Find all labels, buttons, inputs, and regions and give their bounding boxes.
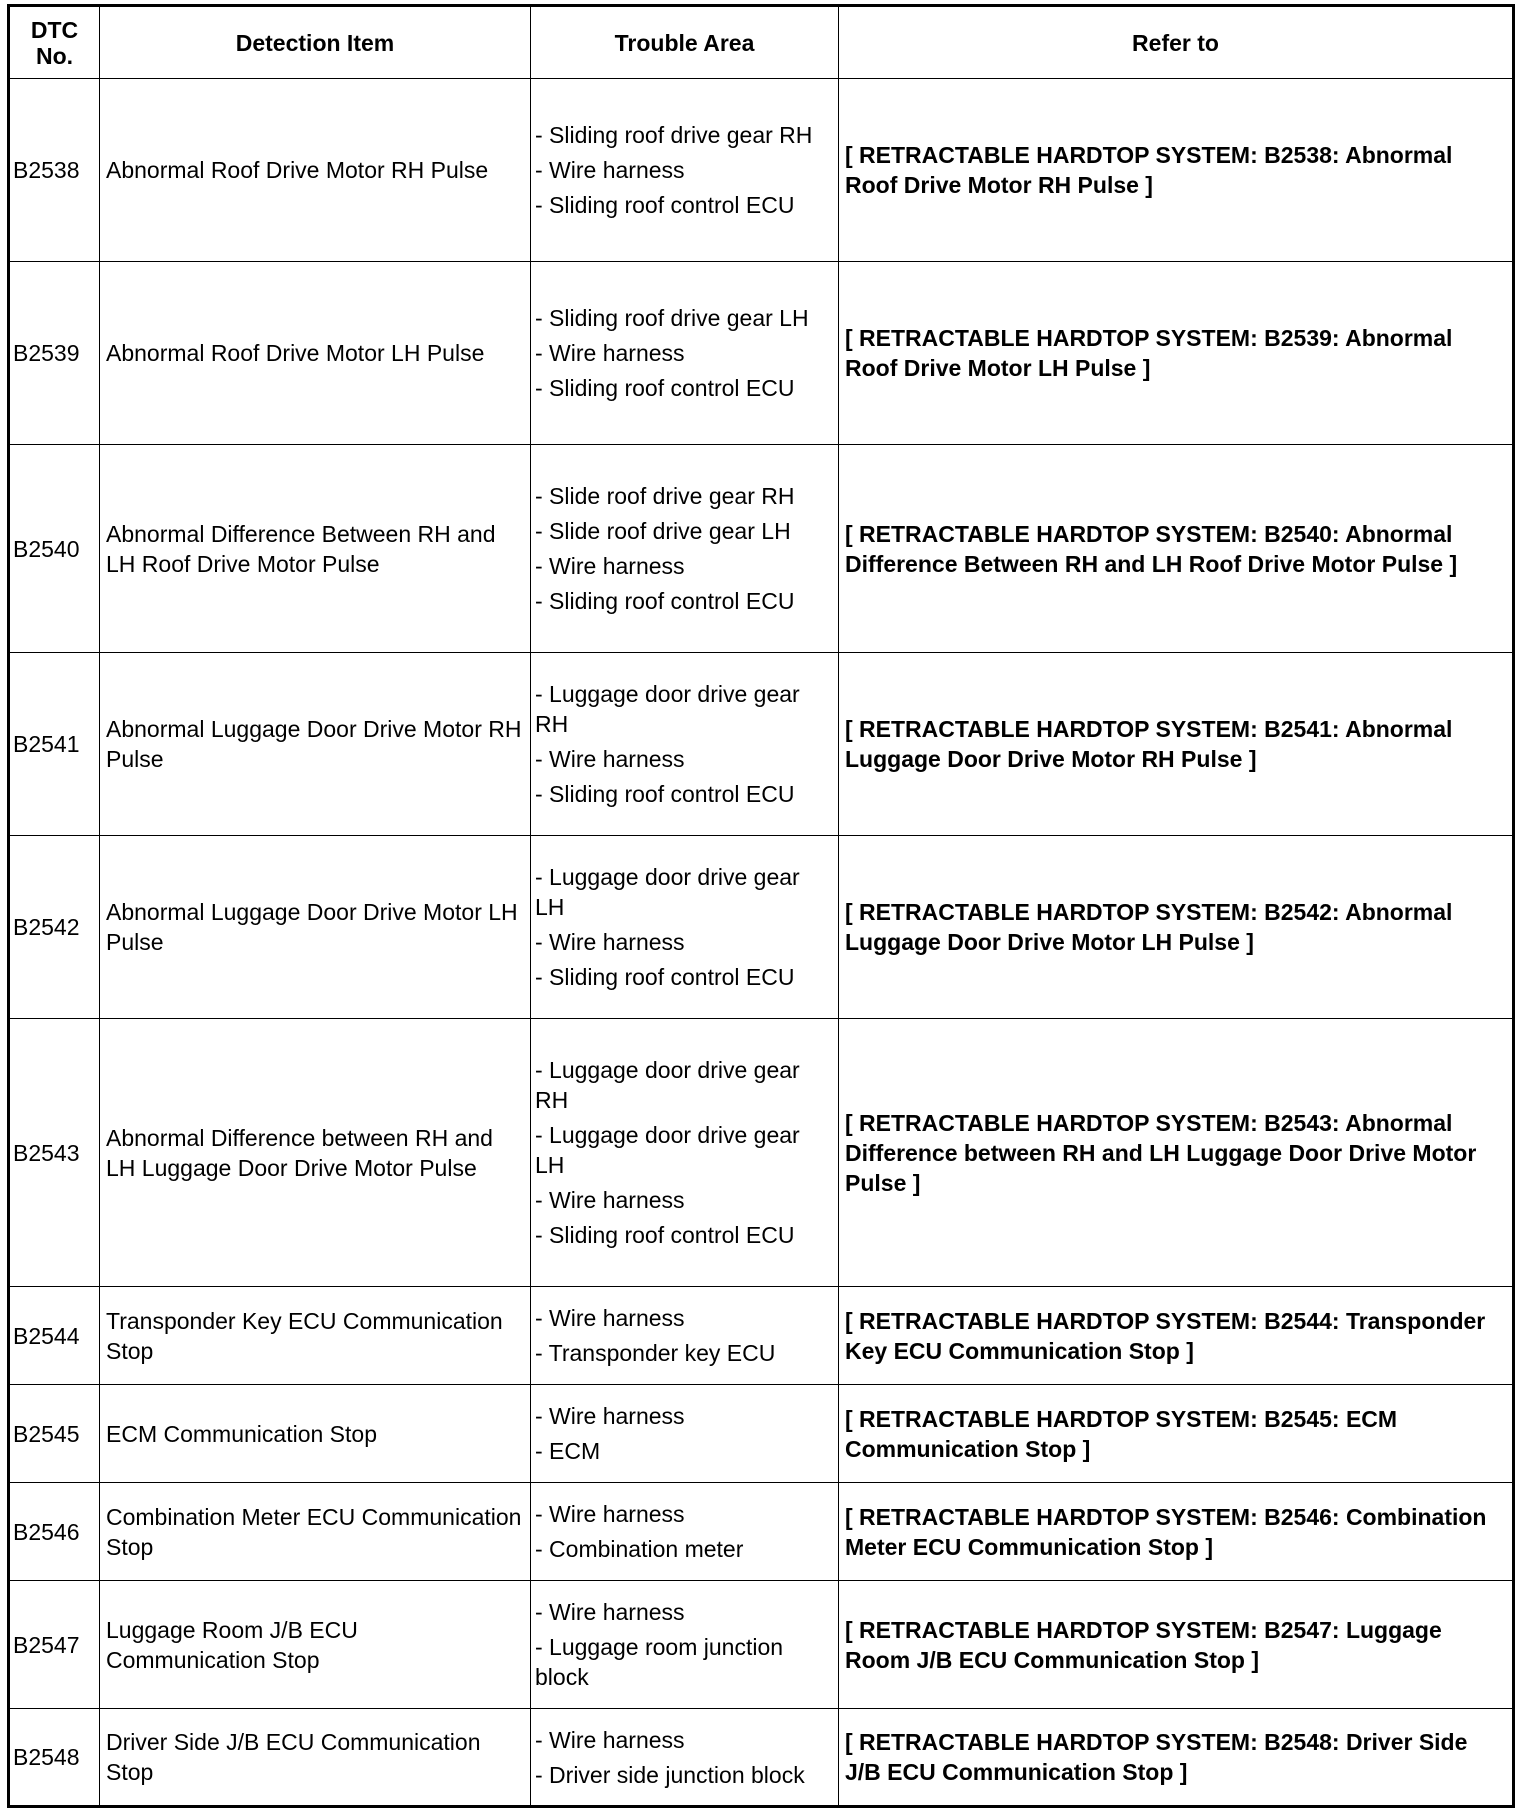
refer-to-link: [ RETRACTABLE HARDTOP SYSTEM: B2545: ECM Communication Stop ] xyxy=(839,1385,1514,1483)
trouble-area-item: - Wire harness xyxy=(535,1403,685,1429)
detection-item: Abnormal Roof Drive Motor LH Pulse xyxy=(100,262,531,445)
trouble-area-item: - Wire harness xyxy=(535,1187,685,1213)
dtc-code: B2546 xyxy=(9,1483,100,1581)
table-row xyxy=(9,1709,1514,1807)
dtc-code: B2543 xyxy=(9,1019,100,1287)
trouble-area-item: - Luggage door drive gear LH xyxy=(535,864,800,920)
trouble-area-cell xyxy=(531,79,839,262)
trouble-area-item: - Luggage door drive gear RH xyxy=(535,681,800,737)
header-trouble-area: Trouble Area xyxy=(531,6,839,79)
trouble-area-item: - Wire harness xyxy=(535,1501,685,1527)
trouble-area-cell xyxy=(531,1385,839,1483)
trouble-area-item: - Sliding roof control ECU xyxy=(535,588,795,614)
refer-to-link: [ RETRACTABLE HARDTOP SYSTEM: B2539: Abnormal Roof Drive Motor LH Pulse ] xyxy=(839,262,1514,445)
trouble-area-item: - Wire harness xyxy=(535,157,685,183)
detection-item: Driver Side J/B ECU Communication Stop xyxy=(100,1709,531,1807)
detection-item: Abnormal Luggage Door Drive Motor LH Pulse xyxy=(100,836,531,1019)
table-row xyxy=(9,262,1514,445)
refer-to-link: [ RETRACTABLE HARDTOP SYSTEM: B2548: Driver Side J/B ECU Communication Stop ] xyxy=(839,1709,1514,1807)
trouble-area-item: - Luggage door drive gear LH xyxy=(535,1122,800,1178)
trouble-area-cell xyxy=(531,262,839,445)
refer-to-link: [ RETRACTABLE HARDTOP SYSTEM: B2546: Combination Meter ECU Communication Stop ] xyxy=(839,1483,1514,1581)
dtc-code: B2540 xyxy=(9,445,100,653)
trouble-area-item: - Wire harness xyxy=(535,1305,685,1331)
trouble-area-cell xyxy=(531,1019,839,1287)
header-detection-item: Detection Item xyxy=(100,6,531,79)
dtc-code: B2547 xyxy=(9,1581,100,1709)
detection-item: Abnormal Roof Drive Motor RH Pulse xyxy=(100,79,531,262)
trouble-area-item: - Sliding roof drive gear RH xyxy=(535,122,813,148)
dtc-code: B2542 xyxy=(9,836,100,1019)
trouble-area-item: - Slide roof drive gear LH xyxy=(535,518,791,544)
trouble-area-cell xyxy=(531,836,839,1019)
table-row xyxy=(9,1385,1514,1483)
trouble-area-cell xyxy=(531,1483,839,1581)
trouble-area-item: - Wire harness xyxy=(535,746,685,772)
dtc-document xyxy=(7,4,1512,1801)
header-dtc-no: DTC No. xyxy=(9,6,100,79)
table-row xyxy=(9,1287,1514,1385)
trouble-area-item: - Sliding roof drive gear LH xyxy=(535,305,809,331)
trouble-area-item: - ECM xyxy=(535,1438,601,1464)
dtc-code: B2544 xyxy=(9,1287,100,1385)
refer-to-link: [ RETRACTABLE HARDTOP SYSTEM: B2542: Abnormal Luggage Door Drive Motor LH Pulse ] xyxy=(839,836,1514,1019)
table-body xyxy=(9,79,1514,1807)
detection-item: Transponder Key ECU Communication Stop xyxy=(100,1287,531,1385)
trouble-area-cell xyxy=(531,653,839,836)
table-row xyxy=(9,1483,1514,1581)
trouble-area-item: - Wire harness xyxy=(535,553,685,579)
dtc-code: B2545 xyxy=(9,1385,100,1483)
trouble-area-cell xyxy=(531,445,839,653)
refer-to-link: [ RETRACTABLE HARDTOP SYSTEM: B2544: Transponder Key ECU Communication Stop ] xyxy=(839,1287,1514,1385)
dtc-code: B2539 xyxy=(9,262,100,445)
trouble-area-item: - Wire harness xyxy=(535,340,685,366)
trouble-area-cell xyxy=(531,1581,839,1709)
detection-item: Luggage Room J/B ECU Communication Stop xyxy=(100,1581,531,1709)
trouble-area-item: - Wire harness xyxy=(535,1726,685,1753)
refer-to-link: [ RETRACTABLE HARDTOP SYSTEM: B2540: Abnormal Difference Between RH and LH Roof Drive Motor Pulse ] xyxy=(839,445,1514,653)
trouble-area-cell xyxy=(531,1287,839,1385)
trouble-area-item: - Sliding roof control ECU xyxy=(535,375,795,401)
refer-to-link: [ RETRACTABLE HARDTOP SYSTEM: B2543: Abnormal Difference between RH and LH Luggage Door Drive Motor Pulse ] xyxy=(839,1019,1514,1287)
header-refer-to: Refer to xyxy=(839,6,1514,79)
detection-item: Abnormal Difference between RH and LH Luggage Door Drive Motor Pulse xyxy=(100,1019,531,1287)
table-row xyxy=(9,1581,1514,1709)
trouble-area-item: - Combination meter xyxy=(535,1536,744,1562)
trouble-area-item: - Transponder key ECU xyxy=(535,1340,776,1366)
dtc-code: B2538 xyxy=(9,79,100,262)
table-row xyxy=(9,445,1514,653)
table-row xyxy=(9,836,1514,1019)
dtc-code: B2548 xyxy=(9,1709,100,1807)
trouble-area-item: - Luggage room junction block xyxy=(535,1634,784,1690)
trouble-area-item: - Sliding roof control ECU xyxy=(535,964,795,990)
refer-to-link: [ RETRACTABLE HARDTOP SYSTEM: B2538: Abnormal Roof Drive Motor RH Pulse ] xyxy=(839,79,1514,262)
detection-item: Abnormal Difference Between RH and LH Roof Drive Motor Pulse xyxy=(100,445,531,653)
dtc-table xyxy=(7,4,1515,1808)
trouble-area-item: - Slide roof drive gear RH xyxy=(535,483,795,509)
detection-item: Abnormal Luggage Door Drive Motor RH Pulse xyxy=(100,653,531,836)
refer-to-link: [ RETRACTABLE HARDTOP SYSTEM: B2541: Abnormal Luggage Door Drive Motor RH Pulse ] xyxy=(839,653,1514,836)
refer-to-link: [ RETRACTABLE HARDTOP SYSTEM: B2547: Luggage Room J/B ECU Communication Stop ] xyxy=(839,1581,1514,1709)
table-row xyxy=(9,79,1514,262)
detection-item: ECM Communication Stop xyxy=(100,1385,531,1483)
trouble-area-item: - Sliding roof control ECU xyxy=(535,1222,795,1248)
trouble-area-item: - Wire harness xyxy=(535,929,685,955)
trouble-area-item: - Sliding roof control ECU xyxy=(535,192,795,218)
detection-item: Combination Meter ECU Communication Stop xyxy=(100,1483,531,1581)
trouble-area-item: - Wire harness xyxy=(535,1599,685,1625)
trouble-area-item: - Driver side junction block xyxy=(535,1761,805,1788)
table-row xyxy=(9,1019,1514,1287)
trouble-area-item: - Luggage door drive gear RH xyxy=(535,1057,800,1113)
dtc-code: B2541 xyxy=(9,653,100,836)
trouble-area-cell xyxy=(531,1709,839,1807)
trouble-area-item: - Sliding roof control ECU xyxy=(535,781,795,807)
header-row xyxy=(9,6,1514,79)
table-row xyxy=(9,653,1514,836)
